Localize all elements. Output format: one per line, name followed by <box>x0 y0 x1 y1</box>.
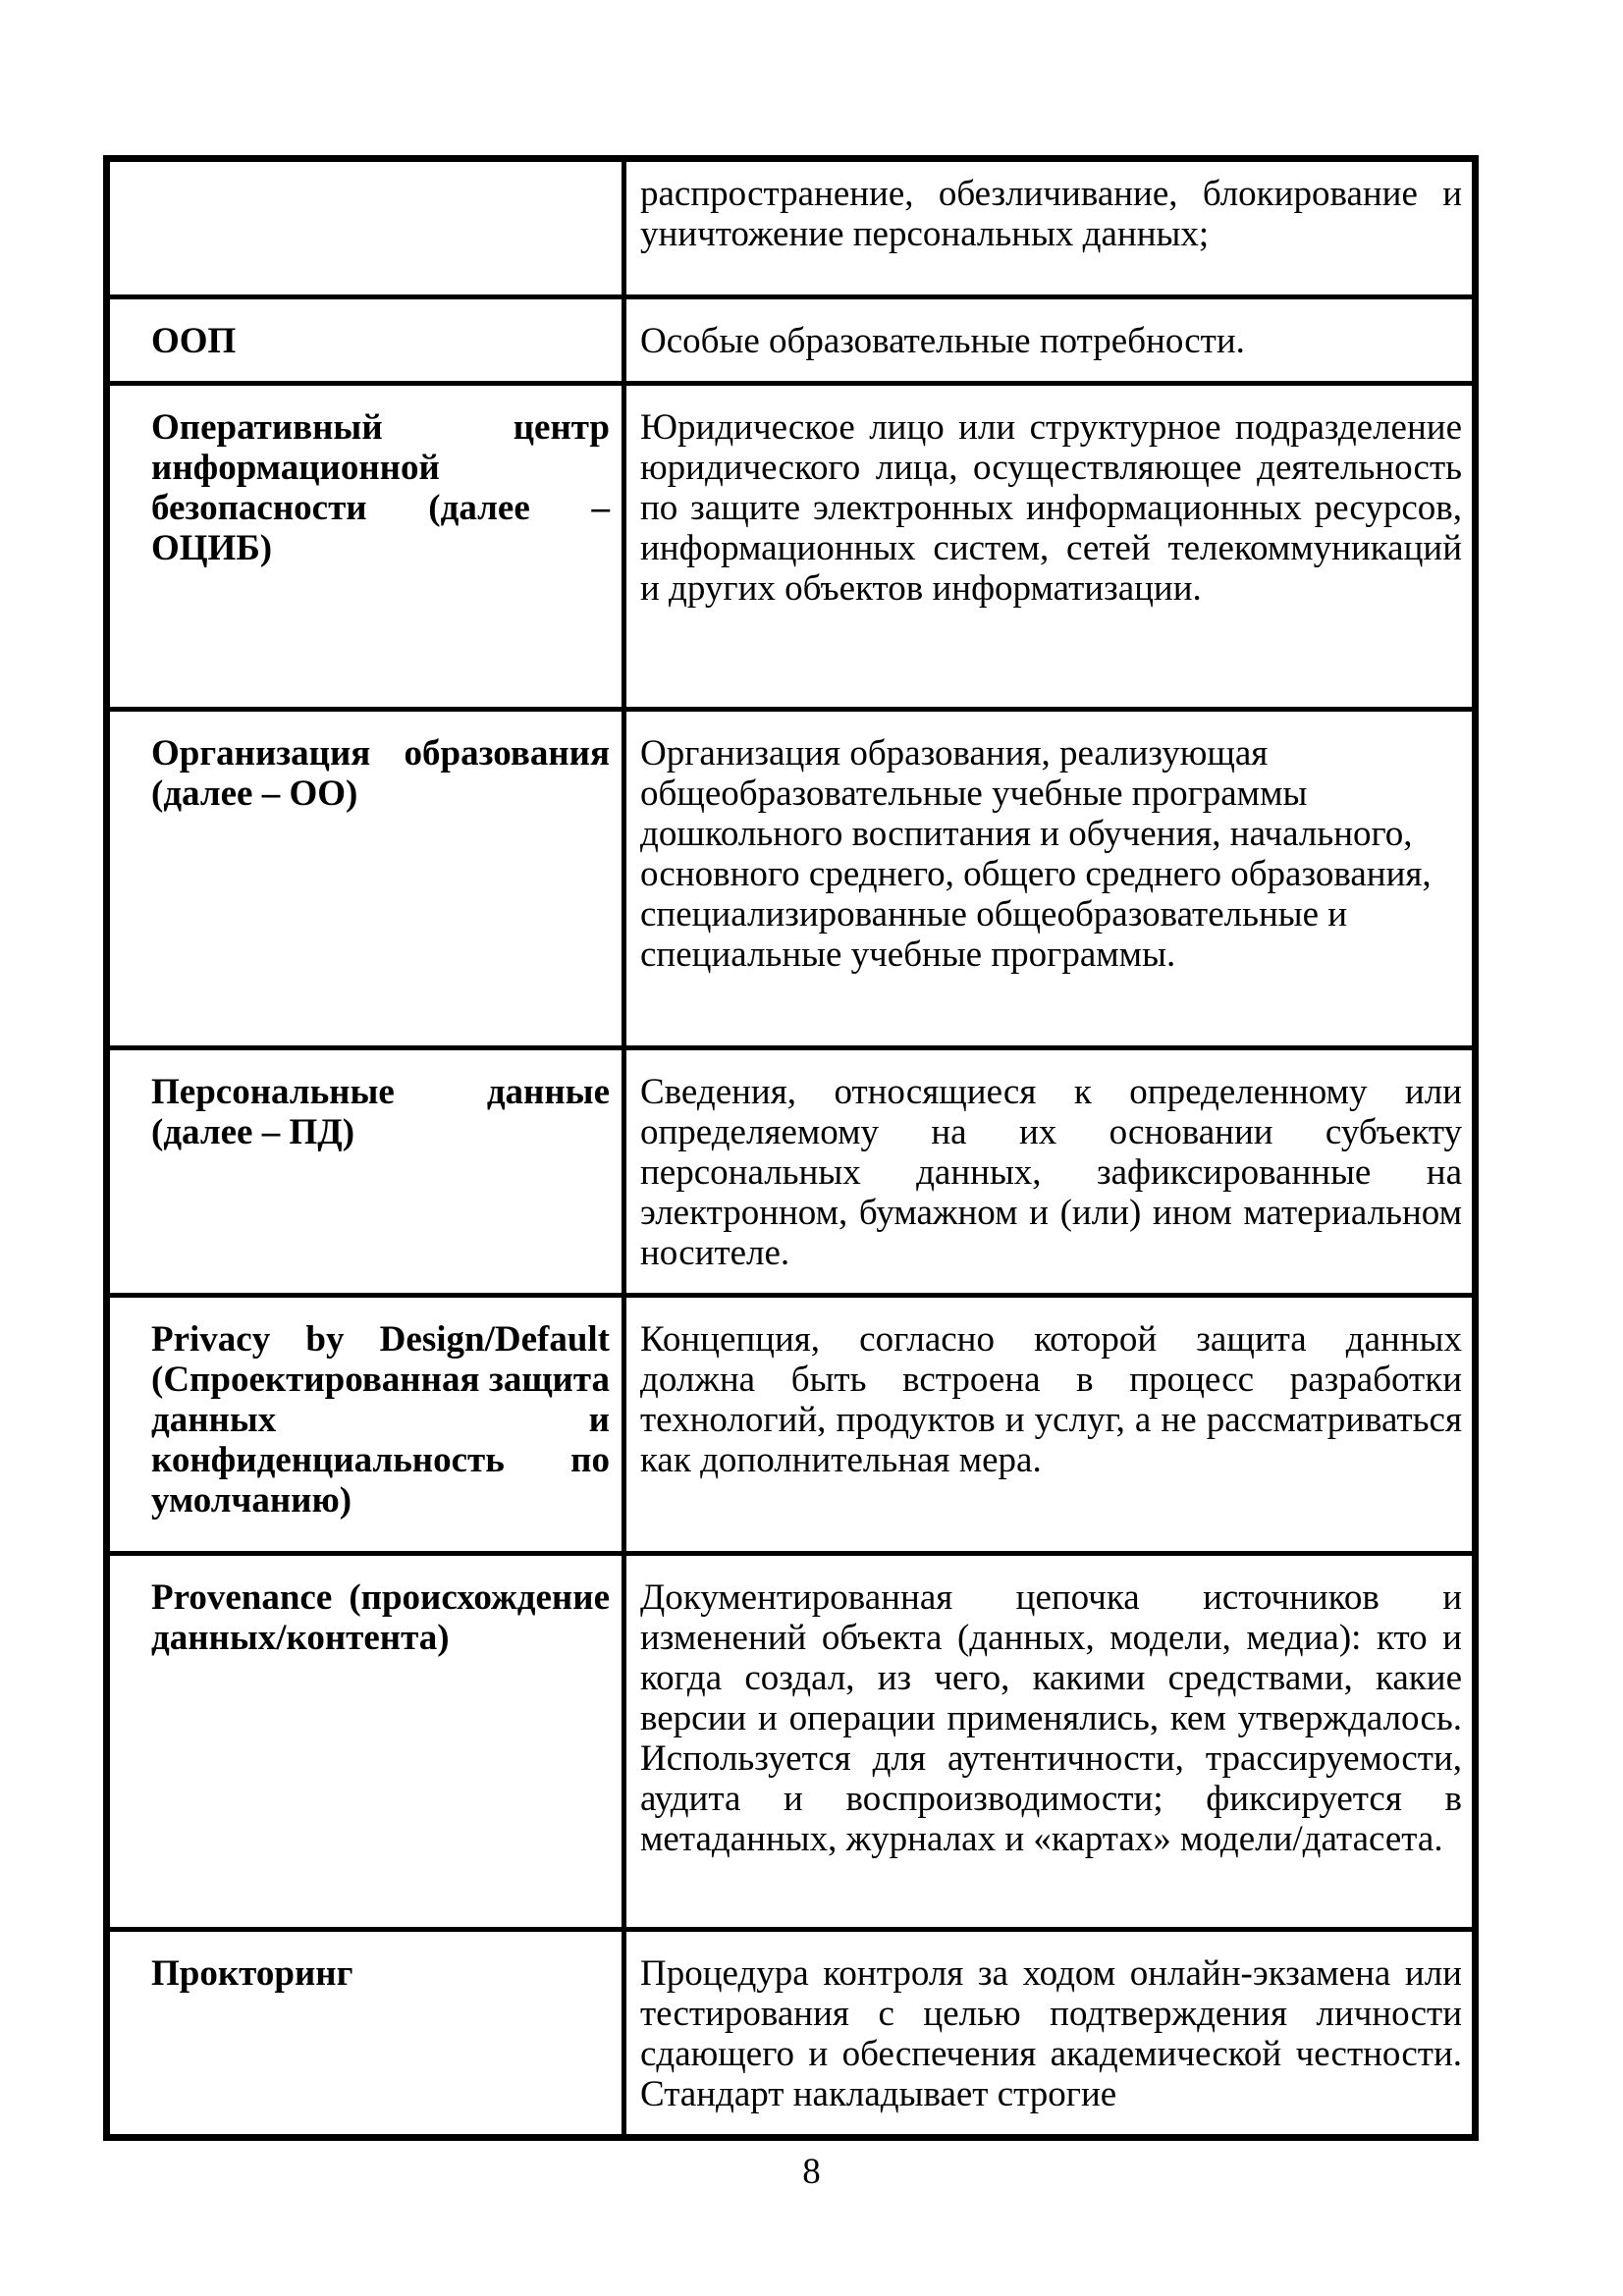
definition-cell: Сведения, относящиеся к определенному или определяемому на их основании субъекту персональных данных, зафиксированные на электронном, бумажном и (или) ином материальном носителе. <box>624 1048 1476 1296</box>
definition-cell: Организация образования, реализующая общеобразовательные учебные программы дошкольного воспитания и обучения, начального, основного среднего, общего среднего образования, специализированные общеобразовательные и специальные учебные программы. <box>624 710 1476 1048</box>
term-cell: Организация образования (далее – ОО) <box>107 710 624 1048</box>
table-row <box>107 1296 1476 1554</box>
term-cell <box>107 159 624 297</box>
term-cell: Оперативный центр информационной безопасности (далее – ОЦИБ) <box>107 384 624 710</box>
term-cell: Privacy by Design/Default (Спроектированная защита данных и конфиденциальность по умолчанию) <box>107 1296 624 1554</box>
table-row <box>107 710 1476 1048</box>
table-row <box>107 1930 1476 2138</box>
table-row <box>107 159 1476 297</box>
definition-cell: Юридическое лицо или структурное подразделение юридического лица, осуществляющее деятельность по защите электронных информационных ресурсов, информационных систем, сетей телекоммуникаций и других объектов информатизации. <box>624 384 1476 710</box>
term-cell: Прокторинг <box>107 1930 624 2138</box>
definition-cell: Процедура контроля за ходом онлайн-экзамена или тестирования с целью подтверждения личности сдающего и обеспечения академической честности. Стандарт накладывает строгие <box>624 1930 1476 2138</box>
term-cell: ООП <box>107 297 624 384</box>
table-row <box>107 1554 1476 1930</box>
terms-definitions-table <box>103 155 1479 2141</box>
term-cell: Персональные данные (далее – ПД) <box>107 1048 624 1296</box>
definition-cell: Концепция, согласно которой защита данных должна быть встроена в процесс разработки технологий, продуктов и услуг, а не рассматриваться как дополнительная мера. <box>624 1296 1476 1554</box>
table-body <box>107 159 1476 2138</box>
table-row <box>107 297 1476 384</box>
table-row <box>107 384 1476 710</box>
definition-cell: Документированная цепочка источников и изменений объекта (данных, модели, медиа): кто и когда создал, из чего, какими средствами, какие версии и операции применялись, кем утверждалось. Используется для аутентичности, трассируемости, аудита и воспроизводимости; фиксируется в метаданных, журналах и «картах» модели/датасета. <box>624 1554 1476 1930</box>
term-cell: Provenance (происхождение данных/контента) <box>107 1554 624 1930</box>
definition-cell: Особые образовательные потребности. <box>624 297 1476 384</box>
definition-cell: распространение, обезличивание, блокирование и уничтожение персональных данных; <box>624 159 1476 297</box>
table-row <box>107 1048 1476 1296</box>
page-number: 8 <box>802 2152 821 2192</box>
